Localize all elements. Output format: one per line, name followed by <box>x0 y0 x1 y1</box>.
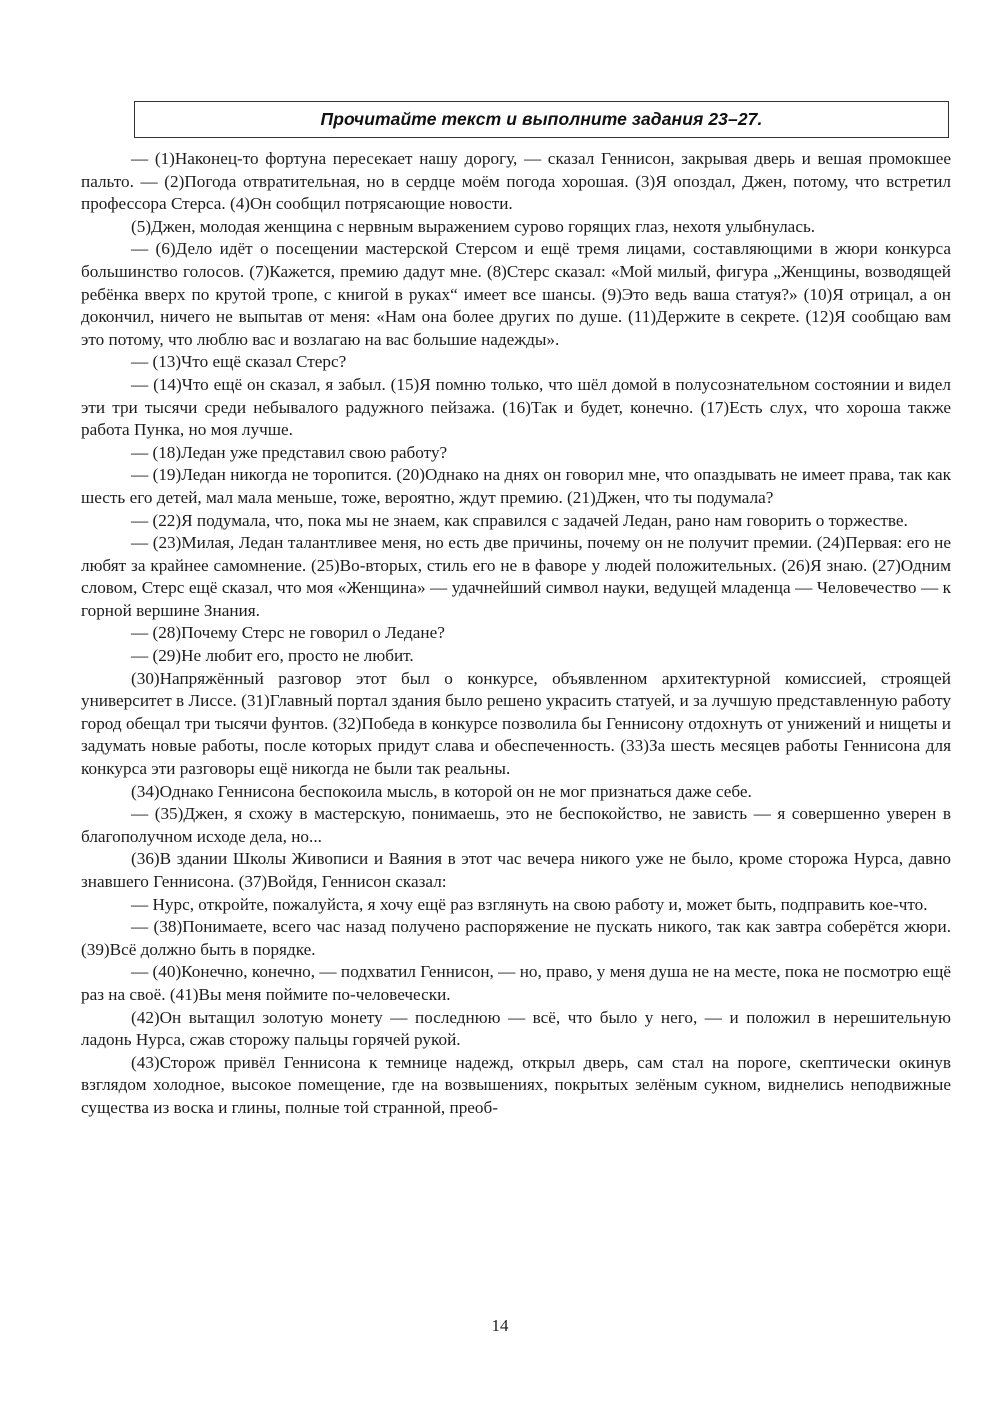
paragraph: — (29)Не любит его, просто не любит. <box>131 646 414 666</box>
paragraph: (5)Джен, молодая женщина с нервным выражением сурово горящих глаз, нехотя улыбнулась. <box>131 216 816 236</box>
paragraph: — (28)Почему Стерс не говорил о Ледане? <box>131 623 445 643</box>
paragraph: — (40)Конечно, конечно, — подхватил Геннисон, — но, право, у меня душа не на месте, пока не посмотрю ещё раз на своё. (41)Вы меня поймите по-человечески. <box>81 962 951 1004</box>
page-number: 14 <box>491 1316 509 1335</box>
paragraph: (43)Сторож привёл Геннисона к темнице надежд, открыл дверь, сам стал на пороге, скептически окинув взглядом холодное, высокое помещение, где на возвышениях, покрытых зелёным сукном, виднелись неподвижные существа из воска и глины, полные той странной, преоб- <box>81 1052 951 1117</box>
paragraph: — (38)Понимаете, всего час назад получено распоряжение не пускать никого, так как завтра соберётся жюри. (39)Всё должно быть в порядке. <box>81 917 951 959</box>
paragraph: — (13)Что ещё сказал Стерс? <box>131 352 347 372</box>
paragraph: — (19)Ледан никогда не торопится. (20)Однако на днях он говорил мне, что опаздывать не имеет права, так как шесть его детей, мал мала меньше, тоже, вероятно, ждут премию. (21)Джен, что ты подумала? <box>81 465 951 507</box>
paragraph: — (22)Я подумала, что, пока мы не знаем, как справился с задачей Ледан, рано нам говорить о торжестве. <box>131 510 908 530</box>
paragraph: (30)Напряжённый разговор этот был о конкурсе, объявленном архитектурной комиссией, строящей университет в Лиссе. (31)Главный портал здания было решено украсить статуей, и за лучшую представленную работу город обещал три тысячи фунтов. (32)Победа в конкурсе позволила бы Геннисону отдохнуть от унижений и нищеты и задумать новые работы, после которых придут слава и обеспеченность. (33)За шесть месяцев работы Геннисона для конкурса эти разговоры ещё никогда не были так реальны. <box>81 668 951 779</box>
paragraph: — Нурс, откройте, пожалуйста, я хочу ещё раз взглянуть на свою работу и, может быть, подправить кое-что. <box>131 894 928 914</box>
task-instruction-box <box>134 101 949 138</box>
paragraph: — (35)Джен, я схожу в мастерскую, понимаешь, это не беспокойство, не зависть — я совершенно уверен в благополучном исходе дела, но... <box>81 804 951 846</box>
reading-text <box>81 148 951 1120</box>
paragraph: — (23)Милая, Ледан талантливее меня, но есть две причины, почему он не получит премии. (24)Первая: его не любят за крайнее самомнение. (25)Во-вторых, стиль его не в фаворе у людей положительных. (26)Я знаю. (27)Одним словом, Стерс ещё сказал, что моя «Женщина» — удачнейший символ науки, ведущей младенца — Человечество — к горной вершине Знания. <box>81 533 951 620</box>
paragraph: — (14)Что ещё он сказал, я забыл. (15)Я помню только, что шёл домой в полусознательном состоянии и видел эти три тысячи среди небывалого радужного пейзажа. (16)Так и будет, конечно. (17)Есть слух, что хороша также работа Пунка, но моя лучше. <box>81 374 951 440</box>
paragraph: — (6)Дело идёт о посещении мастерской Стерсом и ещё тремя лицами, составляющими в жюри конкурса большинство голосов. (7)Кажется, премию дадут мне. (8)Стерс сказал: «Мой милый, фигура „Женщины, возводящей ребёнка вверх по крутой тропе, с книгой в руках“ имеет все шансы. (9)Это ведь ваша статуя?» (10)Я отрицал, а он докончил, ничего не выпытав от меня: «Нам она более других по душе. (11)Держите в секрете. (12)Я сообщаю вам это потому, что люблю вас и возлагаю на вас большие надежды». <box>81 239 951 349</box>
paragraph: (36)В здании Школы Живописи и Ваяния в этот час вечера никого уже не было, кроме сторожа Нурса, давно знавшего Геннисона. (37)Войдя, Геннисон сказал: <box>81 849 951 891</box>
paragraph: (42)Он вытащил золотую монету — последнюю — всё, что было у него, — и положил в нерешительную ладонь Нурса, сжав сторожу пальцы горячей рукой. <box>81 1007 951 1050</box>
task-instruction-title: Прочитайте текст и выполните задания 23–27. <box>320 109 763 129</box>
paragraph: — (18)Ледан уже представил свою работу? <box>131 442 448 462</box>
paragraph: (34)Однако Геннисона беспокоила мысль, в которой он не мог признаться даже себе. <box>131 781 752 801</box>
paragraph: — (1)Наконец-то фортуна пересекает нашу дорогу, — сказал Геннисон, закрывая дверь и вешая промокшее пальто. — (2)Погода отвратительная, но в сердце моём погода хорошая. (3)Я опоздал, Джен, потому, что встретил профессора Стерса. (4)Он сообщил потрясающие новости. <box>81 149 951 214</box>
